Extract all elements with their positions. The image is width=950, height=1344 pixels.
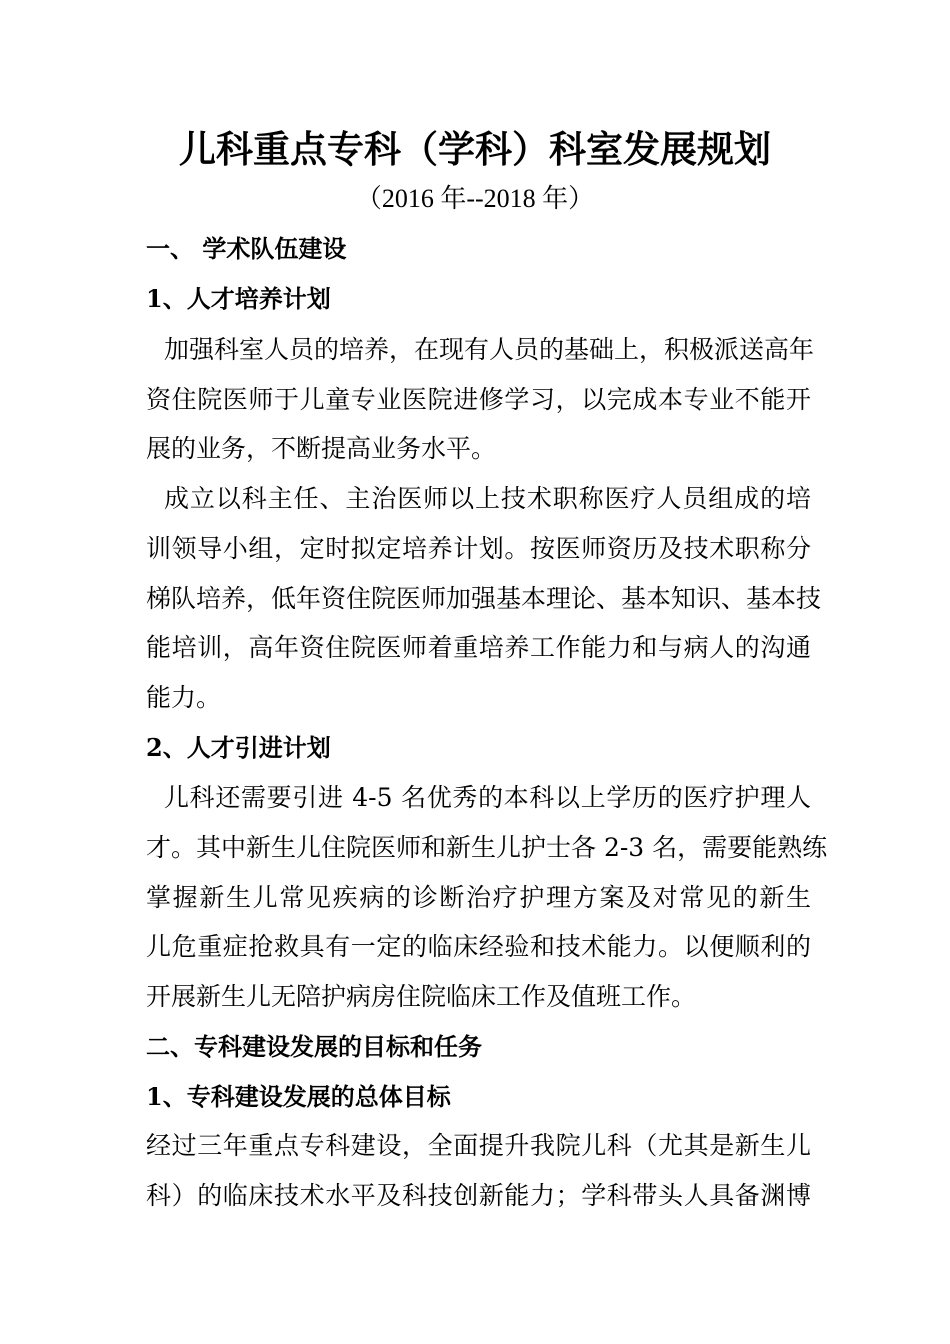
subsection-heading: 2、人才引进计划 [146,733,331,762]
paragraph-line: 儿危重症抢救具有一定的临床经验和技术能力。以便顺利的 [146,932,811,961]
subsection-heading: 1、人才培养计划 [146,284,331,313]
paragraph-line: 展的业务，不断提高业务水平。 [146,434,497,463]
document-subtitle: （2016 年--2018 年） [355,184,595,213]
paragraph-line: 开展新生儿无陪护病房住院临床工作及值班工作。 [146,982,697,1011]
document-title: 儿科重点专科（学科）科室发展规划 [179,127,771,171]
section-heading: 二、专科建设发展的目标和任务 [146,1032,482,1061]
paragraph-line: 掌握新生儿常见疾病的诊断治疗护理方案及对常见的新生 [146,883,811,912]
paragraph-line: 加强科室人员的培养，在现有人员的基础上，积极派送高年 [164,335,815,364]
paragraph-line: 资住院医师于儿童专业医院进修学习，以完成本专业不能开 [146,385,811,414]
paragraph-line: 能培训，高年资住院医师着重培养工作能力和与病人的沟通 [146,633,811,662]
paragraph-line: 才。其中新生儿住院医师和新生儿护士各 2-3 名，需要能熟练 [146,833,828,862]
section-heading: 一、 学术队伍建设 [146,234,347,263]
paragraph-line: 能力。 [146,683,222,712]
paragraph-line: 训领导小组，定时拟定培养计划。按医师资历及技术职称分 [146,534,811,563]
paragraph-line: 成立以科主任、主治医师以上技术职称医疗人员组成的培 [164,484,811,513]
paragraph-line: 梯队培养，低年资住院医师加强基本理论、基本知识、基本技 [146,584,822,613]
paragraph-line: 经过三年重点专科建设，全面提升我院儿科（尤其是新生儿 [146,1131,811,1160]
paragraph-line: 科）的临床技术水平及科技创新能力；学科带头人具备渊博 [146,1181,811,1210]
paragraph-line: 儿科还需要引进 4-5 名优秀的本科以上学历的医疗护理人 [164,783,811,812]
subsection-heading: 1、专科建设发展的总体目标 [146,1082,451,1111]
